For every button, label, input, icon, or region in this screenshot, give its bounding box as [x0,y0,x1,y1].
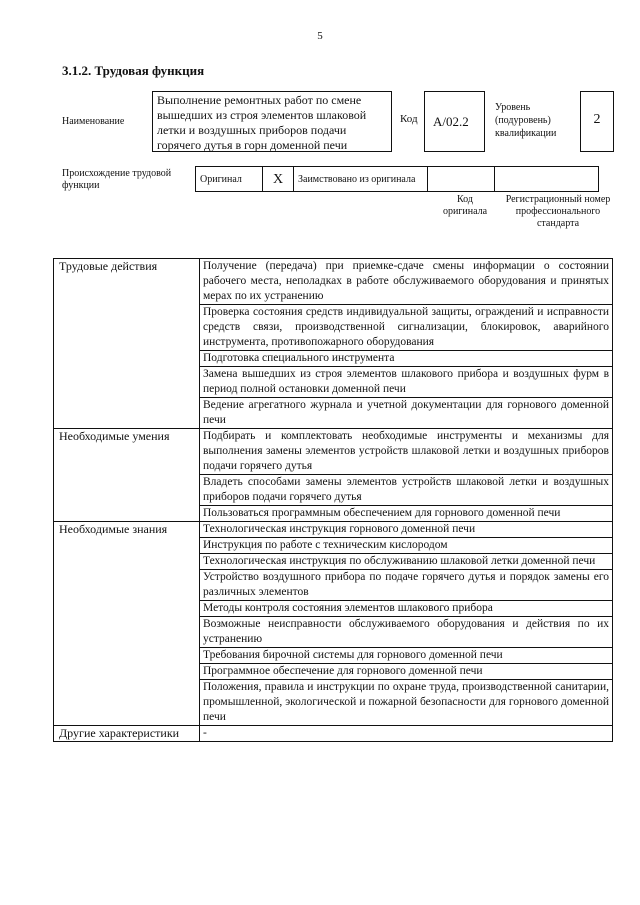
original-mark: X [263,167,294,192]
level-label [495,101,567,140]
reg-number-cell [495,167,599,192]
section-title-cell: Необходимые умения [54,429,200,522]
section-item: Методы контроля состояния элементов шлакового прибора [200,601,613,617]
section-title-cell: Трудовые действия [54,259,200,429]
reg-number-caption: Регистрационный номер профессионального стандарта [505,194,611,229]
section-item: Замена вышедших из строя элементов шлакового прибора и воздушных фурм в период полной остановки доменной печи [200,367,613,398]
section-item: Инструкция по работе с техническим кислородом [200,538,613,554]
section-item: Пользоваться программным обеспечением для горнового доменной печи [200,506,613,522]
code-label: Код [400,113,418,125]
section-item: Проверка состояния средств индивидуальной защиты, ограждений и исправности средств связи, производственной сигнализации, блокировок, аварийного инструмента, противопожарного оборудования [200,305,613,351]
section-item: Получение (передача) при приемке-сдаче смены информации о состоянии рабочего места, неполадках в работе обслуживаемого оборудования и принятых мерах по их устранению [200,259,613,305]
section-item: Технологическая инструкция по обслуживанию шлаковой летки доменной печи [200,554,613,570]
section-item: Требования бирочной системы для горнового доменной печи [200,648,613,664]
section-title-cell: Необходимые знания [54,522,200,726]
original-label: Оригинал [200,173,242,185]
origin-table [195,166,599,192]
section-item: Подготовка специального инструмента [200,351,613,367]
function-name-value: Выполнение ремонтных работ по смене вышедших из строя элементов шлаковой летки и воздушных приборов подачи горячего дутья в горн доменной печи [152,91,392,152]
section-item: Технологическая инструкция горнового доменной печи [200,522,613,538]
table-row [54,259,613,305]
section-item: - [200,726,613,742]
section-item: Владеть способами замены элементов устройств шлаковой летки и воздушных приборов подачи горячего дутья [200,475,613,506]
origin-label: Происхождение трудовой функции [62,168,172,191]
code-original-caption: Код оригинала [442,194,488,217]
code-original-cell [428,167,495,192]
page-number: 5 [317,30,323,42]
level-label-text: Уровень (подуровень) квалификации [495,102,557,139]
name-label: Наименование [62,116,125,127]
table-row [54,429,613,475]
section-item: Устройство воздушного прибора по подаче горячего дутья и порядок замены его различных элементов [200,570,613,601]
section-title: 3.1.2. Трудовая функция [62,63,205,78]
section-item: Программное обеспечение для горнового доменной печи [200,664,613,680]
level-value: 2 [580,91,614,152]
labor-function-table [53,258,613,742]
section-item: Возможные неисправности обслуживаемого оборудования и действия по их устранению [200,617,613,648]
section-item: Подбирать и комплектовать необходимые инструменты и механизмы для выполнения замены элементов устройств шлаковой летки и воздушных приборов подачи горячего дутья [200,429,613,475]
table-row [54,726,613,742]
section-title-cell: Другие характеристики [54,726,200,742]
section-item: Положения, правила и инструкции по охране труда, производственной санитарии, промышленной, экологической и пожарной безопасности для горнового доменной печи [200,680,613,726]
section-item: Ведение агрегатного журнала и учетной документации для горнового доменной печи [200,398,613,429]
borrowed-label: Заимствовано из оригинала [294,167,428,192]
table-row [54,522,613,538]
original-cell [196,167,263,192]
function-code-value: А/02.2 [424,91,485,152]
